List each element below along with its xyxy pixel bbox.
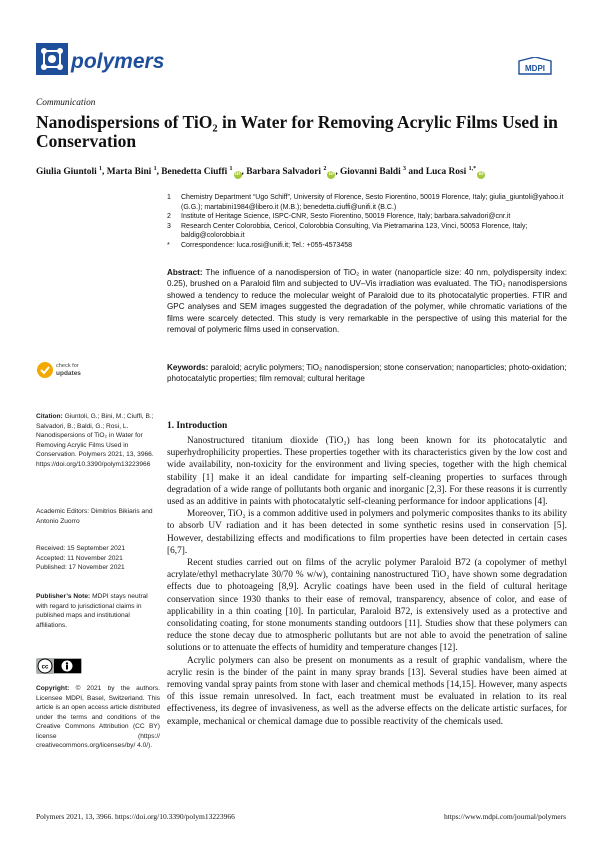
affiliations	[167, 193, 567, 251]
author-affiliation-marker: 3	[403, 166, 407, 172]
page-footer	[36, 812, 566, 821]
author-name: Benedetta Ciuffi	[161, 167, 230, 178]
svg-text:cc: cc	[41, 664, 49, 671]
keywords-text: paraloid; acrylic polymers; TiO₂ nanodispersion; stone conservation; nanoparticles; photo-oxidation; photocatalytic properties; film removal; cultural heritage	[167, 363, 567, 384]
keywords	[167, 362, 567, 385]
author-affiliation-marker: 1	[153, 166, 157, 172]
article-type: Communication	[36, 98, 96, 108]
affiliation-item	[167, 193, 567, 212]
author-name: Barbara Salvadori	[246, 167, 324, 178]
cc-by-license-icon[interactable]	[36, 658, 82, 674]
author-affiliation-marker: 1,*	[468, 166, 477, 172]
orcid-icon[interactable]: iD	[478, 172, 484, 178]
received-date: Received: 15 September 2021	[36, 545, 126, 552]
affiliation-text: Institute of Heritage Science, ISPC-CNR, Sesto Fiorentino, 50019 Florence, Italy; barbara.salvadori@cnr.it	[181, 213, 511, 221]
affiliation-number: 1	[167, 194, 171, 201]
author-list: Giulia Giuntoli $^1$, Marta Bini $^1$, Benedetta Ciuffi $^1$iD , Barbara Salvadori $^2$iD , Giovanni Baldi $^3$ and Luca Rosi $^{1,*}$iD	[36, 166, 484, 178]
academic-editors: Academic Editors: Dimitrios Bikiaris and Antonio Zuorro	[36, 508, 153, 525]
journal-logo-icon	[36, 43, 68, 75]
publishers-note	[36, 592, 160, 630]
paragraph-1: Nanostructured titanium dioxide (TiO₂) has long been known for its photocatalytic and superhydrophilicity properties. These properties together with its characteristics given by the low cost and wide availability, non-toxicity for the environment and living species, together with the high chemical stability [1] make it an ideal candidate for imparting self-cleaning properties to surfaces through degradation of a wide range of pollutants both organic and inorganic [2,3]. For these reasons it is currently used as an additive in paints with photocatalytic self-cleaning performance for indoor applications [4].	[167, 436, 567, 508]
author-name: Marta Bini	[106, 167, 154, 178]
copyright-label: Copyright:	[36, 685, 70, 692]
paragraph-4: Acrylic polymers can also be present on monuments as a result of graphic vandalism, where the acrylic resin is the binder of the paint in many spray brands [13]. Several studies have been aimed at removing vandal spray paints from stone with laser and chemical methods [14,15]. However, many aspects of this issue remain unresolved. In fact, each treatment must be evaluated in relation to its real effectiveness, its degree of invasiveness, as well as the adverse effects on the delicate artistic surfaces, for example, mechanical or chemical damage due to possible reactivity of the chemicals used.	[167, 655, 567, 727]
orcid-icon[interactable]: iD	[328, 172, 334, 178]
citation-text: Giuntoli, G.; Bini, M.; Ciuffi, B.; Salvadori, B.; Baldi, G.; Rosi, L. Nanodispersions of TiO₂ in Water for Removing Acrylic Films Used in Conservation. Polymers 2021, 13, 3966. https://doi.org/10.3390/polym13223966	[36, 413, 154, 468]
footer-journal-url[interactable]: https://www.mdpi.com/journal/polymers	[443, 812, 566, 821]
paragraph-2: Moreover, TiO₂ is a common additive used in polymers and polymeric composites thanks to its ability to absorb UV radiation and it has been detected in some synthetic resins used in conservation [5]. However, destabilizing effects and modifications to film properties have been detected in certain cases [6,7].	[167, 509, 567, 556]
author-name: Luca Rosi	[425, 167, 469, 178]
abstract	[167, 267, 567, 335]
check-for-updates-badge[interactable]	[36, 360, 96, 384]
abstract-text: The influence of a nanodispersion of TiO₂ in water (nanoparticle size: 40 nm, polydispersity index: 0.25), brushed on a Paraloid film and subjected to UV–Vis irradiation was evaluated. The TiO₂ nanodispersions showed a tendency to reduce the molecular weight of Paraloid due to its photocatalytic properties. FTIR and GPC analyses and SEM images suggested the degradation of the polymer, while chromatic variations of the films were scarcely detected. This study is very remarkable in the perspective of using this material for the removal of polymeric films used in conservation.	[167, 268, 567, 335]
affiliation-item	[167, 241, 567, 251]
accepted-date: Accepted: 11 November 2021	[36, 554, 123, 562]
section-heading: 1. Introduction	[167, 421, 228, 431]
author-name: Giovanni Baldi	[340, 167, 404, 178]
introduction-body	[167, 435, 567, 728]
author-affiliation-marker: 1	[99, 166, 103, 172]
affiliation-item	[167, 222, 567, 241]
citation-block	[36, 412, 160, 469]
publishers-note-text: MDPI stays neutral with regard to jurisdictional claims in published maps and institutional affiliations.	[36, 593, 148, 629]
article-title: Nanodispersions of TiO₂ in Water for Removing Acrylic Films Used in Conservation	[36, 112, 558, 151]
footer-citation: Polymers 2021, 13, 3966. https://doi.org/10.3390/polym13223966	[36, 812, 235, 821]
check-updates-icon	[36, 360, 54, 382]
affiliation-number: 3	[167, 222, 171, 230]
keywords-label: Keywords:	[167, 363, 209, 372]
check-updates-line2: updates	[56, 370, 81, 377]
affiliation-item	[167, 212, 567, 222]
copyright-block	[36, 684, 160, 751]
publishers-note-label: Publisher’s Note:	[36, 593, 91, 600]
orcid-icon[interactable]: iD	[235, 172, 241, 178]
mdpi-logo-text: MDPI	[525, 64, 545, 73]
author-affiliation-marker: 2	[323, 166, 327, 172]
author-name: Giulia Giuntoli	[36, 167, 100, 178]
paragraph-3: Recent studies carried out on films of the acrylic polymer Paraloid B72 (a copolymer of methyl acrylate/ethyl methacrylate 30/70 % w/w), containing nanostructured TiO₂ have shown some degradation effects due to photoageing [8,9]. Acrylic coatings have been used in the field of cultural heritage conservation since 1930 thanks to their ease of removal, transparency, absence of color, and ease of applicability in a thin coating [10]. In particular, Paraloid B72, is extensively used as a protective and consolidating coating, for stone monuments standing outdoors [11]. Studies show that these polymers can reduce the stone decay due to atmospheric pollutants but are not able to avoid the penetration of saline solutions or to attenuate the effects of humidity and temperature changes [12].	[167, 558, 567, 654]
affiliation-number: *	[167, 241, 170, 249]
author-affiliation-marker: 1	[229, 166, 233, 172]
copyright-text: © 2021 by the authors. Licensee MDPI, Basel, Switzerland. This article is an open access article distributed under the terms and conditions of the Creative Commons Attribution (CC BY) license (https:// creativecommons.org/licenses/by/ 4.0/).	[36, 685, 160, 749]
check-updates-line1: check for	[56, 363, 79, 369]
citation-label: Citation:	[36, 413, 63, 420]
affiliation-text: Chemistry Department “Ugo Schiff”, University of Florence, Sesto Fiorentino, 50019 Florence, Italy; giulia_giuntoli@yahoo.it (G.G.); martabini1984@libero.it (M.B.); benedetta.ciuffi@unifi.it (B.C.)	[181, 194, 564, 211]
affiliation-number: 2	[167, 213, 171, 221]
published-date: Published: 17 November 2021	[36, 564, 125, 571]
abstract-label: Abstract:	[167, 268, 203, 277]
affiliation-text: Correspondence: luca.rosi@unifi.it; Tel.: +055-4573458	[181, 241, 352, 249]
affiliation-text: Research Center Colorobbia, Cericol, Colorobbia Consulting, Via Pietramarina 123, Vinci, 50053 Florence, Italy; baldig@colorobbia.it	[181, 222, 528, 240]
journal-name: polymers	[71, 50, 165, 73]
mdpi-logo-icon	[517, 57, 553, 76]
dates-block	[36, 544, 160, 573]
